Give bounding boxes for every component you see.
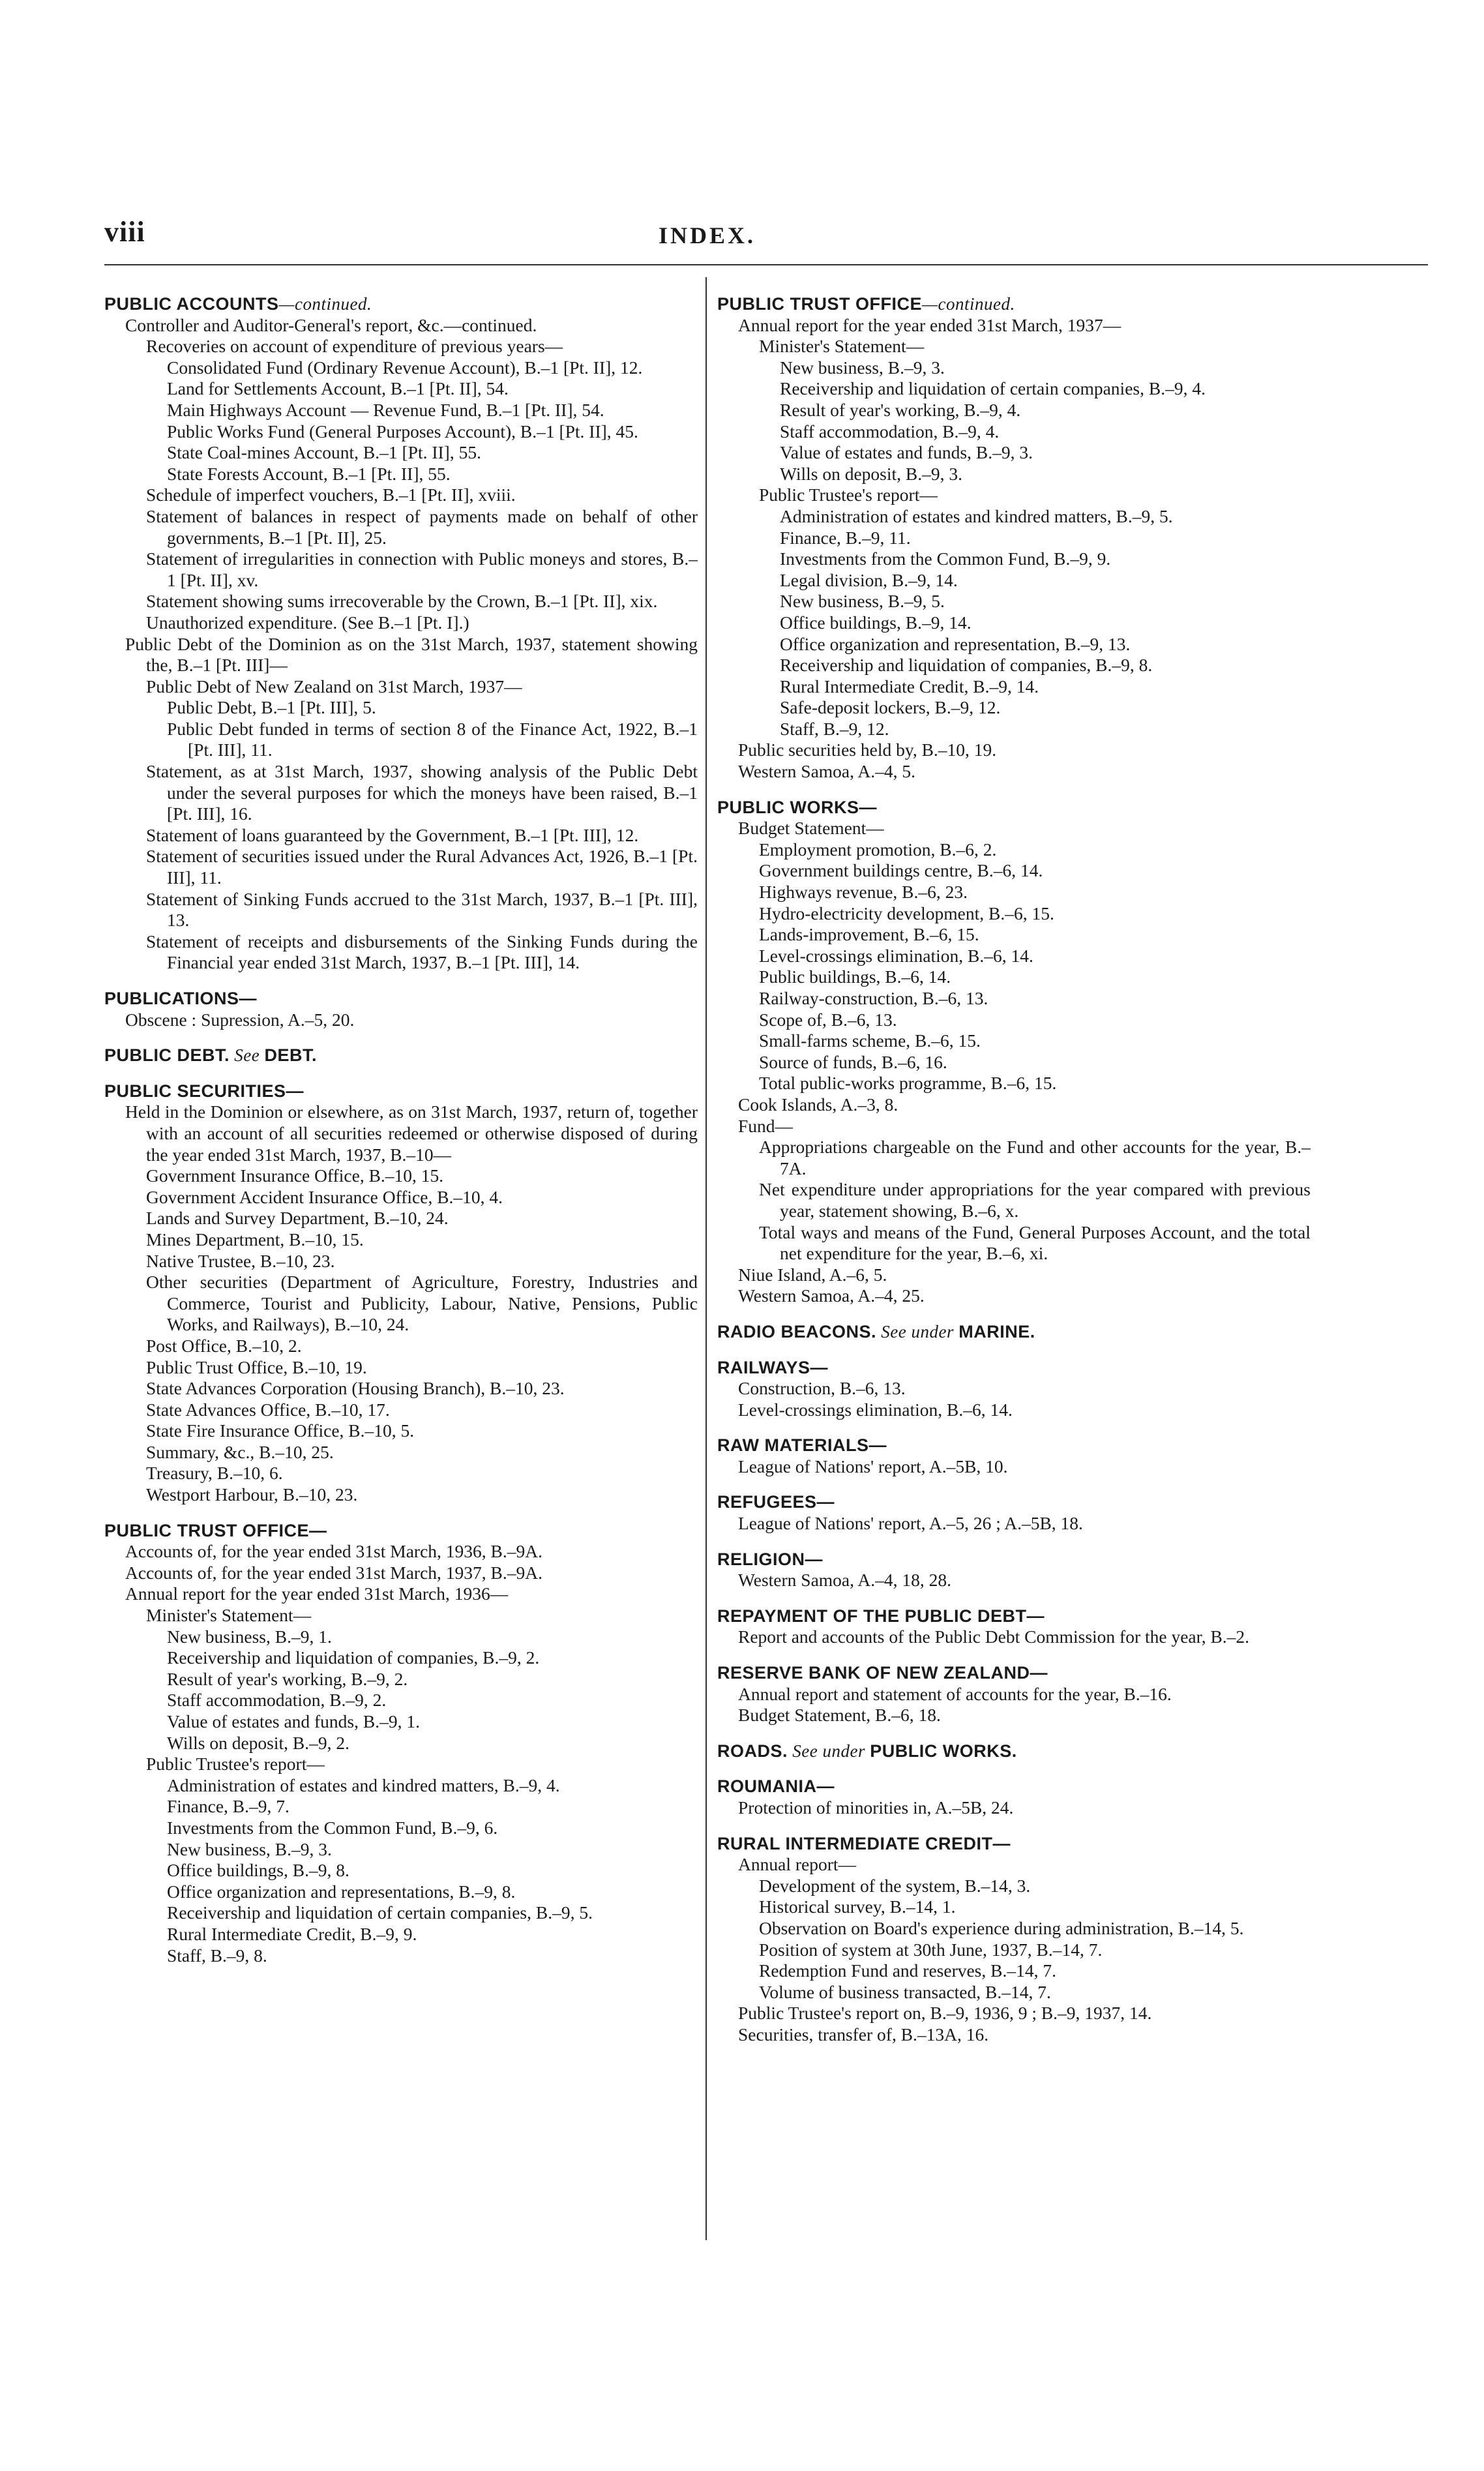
index-entry: Public Works Fund (General Purposes Account), B.–1 [Pt. II], 45.: [167, 421, 638, 442]
index-entry: Total ways and means of the Fund, General Purposes Account, and the total net expenditure for the year, B.–6, xi.: [759, 1221, 1311, 1264]
index-entry: Fund—: [738, 1115, 794, 1136]
index-entry: Redemption Fund and reserves, B.–14, 7.: [759, 1960, 1056, 1981]
index-heading: [717, 1549, 1311, 1570]
index-entry: Statement showing sums irrecoverable by the Crown, B.–1 [Pt. II], xix.: [146, 591, 658, 612]
page-title: INDEX.: [659, 222, 756, 248]
heading-text: RESERVE BANK OF NEW ZEALAND—: [717, 1663, 1048, 1683]
index-entry: Recoveries on account of expenditure of previous years—: [146, 336, 563, 357]
heading-text: RADIO BEACONS.: [717, 1321, 877, 1341]
index-entry: Annual report for the year ended 31st March, 1936—: [125, 1583, 509, 1604]
index-entry: Mines Department, B.–10, 15.: [146, 1229, 364, 1250]
index-entry: League of Nations' report, A.–5, 26 ; A.–5B, 18.: [738, 1513, 1083, 1534]
index-entry: Public Debt, B.–1 [Pt. III], 5.: [167, 697, 376, 718]
heading-text: PUBLIC WORKS—: [717, 797, 877, 817]
index-heading: [717, 1606, 1311, 1627]
heading-text: ROADS.: [717, 1741, 788, 1761]
index-entry: Construction, B.–6, 13.: [738, 1378, 906, 1399]
index-entry: Office organization and representation, B.–9, 13.: [780, 633, 1131, 654]
index-entry: Public Debt funded in terms of section 8 of the Finance Act, 1922, B.–1 [Pt. III], 11.: [167, 718, 698, 760]
index-entry: Statement, as at 31st March, 1937, showing analysis of the Public Debt under the several purposes for which the moneys have been raised, B.–1 [Pt. III], 16.: [146, 761, 698, 824]
index-heading: [104, 1045, 698, 1066]
index-entry: Result of year's working, B.–9, 4.: [780, 399, 1021, 420]
index-entry: Net expenditure under appropriations for the year compared with previous year, statement showing, B.–6, x.: [759, 1179, 1311, 1221]
index-entry: Lands and Survey Department, B.–10, 24.: [146, 1208, 449, 1229]
index-heading: [717, 293, 1311, 315]
index-entry: Office buildings, B.–9, 14.: [780, 612, 972, 633]
index-entry: Level-crossings elimination, B.–6, 14.: [738, 1399, 1013, 1420]
index-entry: Securities, transfer of, B.–13A, 16.: [738, 2024, 989, 2044]
index-entry: Statement of loans guaranteed by the Government, B.–1 [Pt. III], 12.: [146, 824, 639, 845]
index-entry: Development of the system, B.–14, 3.: [759, 1875, 1031, 1896]
index-entry: Schedule of imperfect vouchers, B.–1 [Pt. II], xviii.: [146, 485, 516, 505]
heading-text: REPAYMENT OF THE PUBLIC DEBT—: [717, 1606, 1045, 1626]
index-entry: Minister's Statement—: [759, 336, 925, 357]
index-heading: [717, 1776, 1311, 1797]
index-entry: Public Trust Office, B.–10, 19.: [146, 1356, 367, 1377]
heading-text: PUBLIC TRUST OFFICE: [717, 294, 922, 314]
index-entry: Native Trustee, B.–10, 23.: [146, 1250, 335, 1271]
index-entry: Source of funds, B.–6, 16.: [759, 1051, 947, 1072]
index-entry: Western Samoa, A.–4, 25.: [738, 1285, 925, 1306]
heading-continued: —continued.: [278, 294, 372, 314]
index-entry: Railway-construction, B.–6, 13.: [759, 988, 988, 1008]
index-entry: Public buildings, B.–6, 14.: [759, 966, 951, 987]
index-entry: Receivership and liquidation of certain companies, B.–9, 4.: [780, 378, 1206, 399]
page-header: [0, 0, 1484, 274]
index-entry: Historical survey, B.–14, 1.: [759, 1896, 956, 1917]
index-heading: [104, 988, 698, 1010]
index-entry: Wills on deposit, B.–9, 2.: [167, 1732, 350, 1753]
index-entry: Hydro-electricity development, B.–6, 15.: [759, 903, 1054, 923]
index-entry: Public Trustee's report—: [146, 1754, 325, 1775]
index-entry: Office buildings, B.–9, 8.: [167, 1860, 349, 1881]
index-entry: Scope of, B.–6, 13.: [759, 1009, 897, 1030]
index-entry: Government buildings centre, B.–6, 14.: [759, 860, 1043, 881]
index-entry: League of Nations' report, A.–5B, 10.: [738, 1456, 1008, 1476]
index-entry: Statement of balances in respect of payments made on behalf of other governments, B.–1 [Pt. II], 25.: [146, 505, 698, 548]
index-entry: Receivership and liquidation of companies, B.–9, 2.: [167, 1647, 540, 1668]
index-entry: Legal division, B.–9, 14.: [780, 569, 958, 590]
heading-text: PUBLIC DEBT.: [104, 1045, 230, 1066]
index-heading: [104, 293, 698, 315]
index-entry: Report and accounts of the Public Debt Commission for the year, B.–2.: [738, 1626, 1250, 1647]
index-entry: Observation on Board's experience during administration, B.–14, 5.: [759, 1917, 1244, 1938]
heading-text: PUBLIC SECURITIES—: [104, 1081, 304, 1101]
heading-text: PUBLIC ACCOUNTS: [104, 294, 279, 314]
index-entry: Lands-improvement, B.–6, 15.: [759, 924, 979, 945]
index-heading: [104, 1520, 698, 1542]
index-entry: Value of estates and funds, B.–9, 3.: [780, 442, 1033, 463]
page-number: viii: [104, 216, 145, 248]
index-entry: State Forests Account, B.–1 [Pt. II], 55.: [167, 463, 451, 484]
right-column: [717, 293, 1311, 2046]
index-entry: Receivership and liquidation of companies, B.–9, 8.: [780, 655, 1153, 676]
header-rule: [104, 264, 1428, 265]
heading-text: RAW MATERIALS—: [717, 1435, 887, 1456]
see-target: PUBLIC WORKS.: [870, 1741, 1017, 1761]
see-reference: See under: [788, 1741, 870, 1761]
index-entry: Controller and Auditor-General's report, &c.—continued.: [125, 314, 537, 335]
index-entry: Position of system at 30th June, 1937, B.–14, 7.: [759, 1939, 1103, 1960]
index-entry: Government Insurance Office, B.–10, 15.: [146, 1165, 444, 1186]
column-divider: [705, 277, 707, 2240]
index-entry: Level-crossings elimination, B.–6, 14.: [759, 945, 1033, 966]
index-entry: Receivership and liquidation of certain companies, B.–9, 5.: [167, 1902, 593, 1923]
index-entry: Value of estates and funds, B.–9, 1.: [167, 1711, 420, 1731]
index-heading: [717, 1741, 1311, 1762]
index-entry: Summary, &c., B.–10, 25.: [146, 1441, 334, 1462]
index-entry: Total public-works programme, B.–6, 15.: [759, 1073, 1057, 1094]
heading-text: PUBLICATIONS—: [104, 989, 257, 1008]
index-entry: Finance, B.–9, 11.: [780, 527, 911, 548]
index-entry: Westport Harbour, B.–10, 23.: [146, 1484, 358, 1505]
index-entry: Administration of estates and kindred matters, B.–9, 5.: [780, 505, 1173, 526]
index-entry: Cook Islands, A.–3, 8.: [738, 1094, 898, 1115]
index-entry: Post Office, B.–10, 2.: [146, 1335, 302, 1356]
heading-text: REFUGEES—: [717, 1492, 835, 1512]
index-entry: New business, B.–9, 3.: [167, 1838, 332, 1859]
index-entry: State Coal-mines Account, B.–1 [Pt. II], 55.: [167, 442, 481, 463]
index-entry: Investments from the Common Fund, B.–9, 6.: [167, 1817, 498, 1838]
see-target: DEBT.: [264, 1045, 317, 1066]
index-entry: Accounts of, for the year ended 31st March, 1936, B.–9A.: [125, 1541, 542, 1562]
index-heading: [717, 1662, 1311, 1684]
heading-text: PUBLIC TRUST OFFICE—: [104, 1520, 327, 1540]
index-entry: Public Trustee's report—: [759, 485, 938, 505]
heading-continued: —continued.: [922, 294, 1015, 314]
index-entry: Safe-deposit lockers, B.–9, 12.: [780, 697, 1001, 718]
index-entry: Government Accident Insurance Office, B.–10, 4.: [146, 1186, 503, 1207]
index-entry: Result of year's working, B.–9, 2.: [167, 1668, 408, 1689]
index-entry: Land for Settlements Account, B.–1 [Pt. II], 54.: [167, 378, 509, 399]
index-entry: New business, B.–9, 5.: [780, 591, 945, 612]
heading-text: RURAL INTERMEDIATE CREDIT—: [717, 1833, 1011, 1853]
index-entry: New business, B.–9, 1.: [167, 1626, 332, 1647]
index-entry: Statement of Sinking Funds accrued to the 31st March, 1937, B.–1 [Pt. III], 13.: [146, 888, 698, 931]
index-heading: [717, 797, 1311, 818]
index-entry: Statement of irregularities in connection with Public moneys and stores, B.–1 [Pt. II], xv.: [146, 548, 698, 590]
index-entry: Staff accommodation, B.–9, 2.: [167, 1690, 387, 1711]
index-heading: [717, 1491, 1311, 1513]
index-entry: Finance, B.–9, 7.: [167, 1796, 289, 1817]
index-entry: Staff, B.–9, 12.: [780, 718, 889, 739]
see-reference: See under: [876, 1321, 959, 1341]
index-entry: Western Samoa, A.–4, 18, 28.: [738, 1570, 951, 1591]
index-entry: State Advances Office, B.–10, 17.: [146, 1399, 390, 1420]
index-entry: Investments from the Common Fund, B.–9, 9.: [780, 548, 1111, 569]
index-entry: Other securities (Department of Agriculture, Forestry, Industries and Commerce, Tourist and Publicity, Labour, Native, Pensions, Public Works, and Railways), B.–10, 24.: [146, 1272, 698, 1335]
heading-text: RAILWAYS—: [717, 1357, 829, 1377]
index-entry: Annual report and statement of accounts for the year, B.–16.: [738, 1683, 1172, 1704]
index-entry: Public Trustee's report on, B.–9, 1936, 9 ; B.–9, 1937, 14.: [738, 2003, 1152, 2024]
index-entry: New business, B.–9, 3.: [780, 357, 945, 378]
index-entry: Wills on deposit, B.–9, 3.: [780, 463, 963, 484]
index-heading: [717, 1833, 1311, 1855]
index-entry: Public securities held by, B.–10, 19.: [738, 740, 997, 760]
index-entry: Accounts of, for the year ended 31st March, 1937, B.–9A.: [125, 1562, 542, 1583]
index-heading: [717, 1357, 1311, 1379]
index-entry: Public Debt of the Dominion as on the 31st March, 1937, statement showing the, B.–1 [Pt. III]—: [125, 633, 698, 676]
index-entry: Volume of business transacted, B.–14, 7.: [759, 1981, 1051, 2002]
index-entry: Western Samoa, A.–4, 5.: [738, 761, 915, 782]
index-entry: Budget Statement—: [738, 818, 884, 839]
index-entry: Protection of minorities in, A.–5B, 24.: [738, 1797, 1014, 1818]
index-heading: [717, 1435, 1311, 1456]
index-entry: State Advances Corporation (Housing Branch), B.–10, 23.: [146, 1378, 565, 1399]
index-entry: Administration of estates and kindred matters, B.–9, 4.: [167, 1775, 560, 1795]
index-entry: State Fire Insurance Office, B.–10, 5.: [146, 1420, 415, 1441]
index-entry: Obscene : Supression, A.–5, 20.: [125, 1009, 355, 1030]
index-entry: Statement of securities issued under the Rural Advances Act, 1926, B.–1 [Pt. III], 11.: [146, 846, 698, 888]
index-entry: Statement of receipts and disbursements of the Sinking Funds during the Financial year ended 31st March, 1937, B.–1 [Pt. III], 14.: [146, 931, 698, 973]
heading-text: ROUMANIA—: [717, 1776, 835, 1797]
index-entry: Office organization and representations, B.–9, 8.: [167, 1881, 516, 1902]
index-entry: Niue Island, A.–6, 5.: [738, 1264, 887, 1285]
see-reference: See: [230, 1045, 265, 1066]
index-entry: Staff, B.–9, 8.: [167, 1945, 267, 1966]
index-entry: Appropriations chargeable on the Fund and other accounts for the year, B.–7A.: [759, 1137, 1311, 1178]
heading-text: RELIGION—: [717, 1549, 824, 1569]
index-entry: Treasury, B.–10, 6.: [146, 1463, 283, 1484]
index-entry: Staff accommodation, B.–9, 4.: [780, 421, 1000, 442]
index-entry: Employment promotion, B.–6, 2.: [759, 839, 997, 860]
index-entry: Budget Statement, B.–6, 18.: [738, 1705, 941, 1726]
index-entry: Rural Intermediate Credit, B.–9, 14.: [780, 676, 1039, 696]
index-heading: [717, 1321, 1311, 1343]
left-column: [104, 293, 698, 1966]
index-entry: Main Highways Account — Revenue Fund, B.–1 [Pt. II], 54.: [167, 399, 604, 420]
index-entry: Rural Intermediate Credit, B.–9, 9.: [167, 1923, 417, 1944]
index-entry: Minister's Statement—: [146, 1605, 312, 1626]
index-entry: Annual report—: [738, 1854, 856, 1875]
index-entry: Small-farms scheme, B.–6, 15.: [759, 1030, 981, 1051]
index-entry: Held in the Dominion or elsewhere, as on 31st March, 1937, return of, together with an account of all securities redeemed or otherwise disposed of during the year ended 31st March, 1937, B.–10—: [125, 1101, 698, 1165]
index-entry: Annual report for the year ended 31st March, 1937—: [738, 314, 1121, 335]
index-entry: Highways revenue, B.–6, 23.: [759, 882, 968, 903]
index-entry: Consolidated Fund (Ordinary Revenue Account), B.–1 [Pt. II], 12.: [167, 357, 643, 378]
index-entry: Public Debt of New Zealand on 31st March, 1937—: [146, 676, 522, 696]
index-heading: [104, 1081, 698, 1102]
index-entry: Unauthorized expenditure. (See B.–1 [Pt. I].): [146, 612, 469, 633]
see-target: MARINE.: [958, 1321, 1035, 1341]
